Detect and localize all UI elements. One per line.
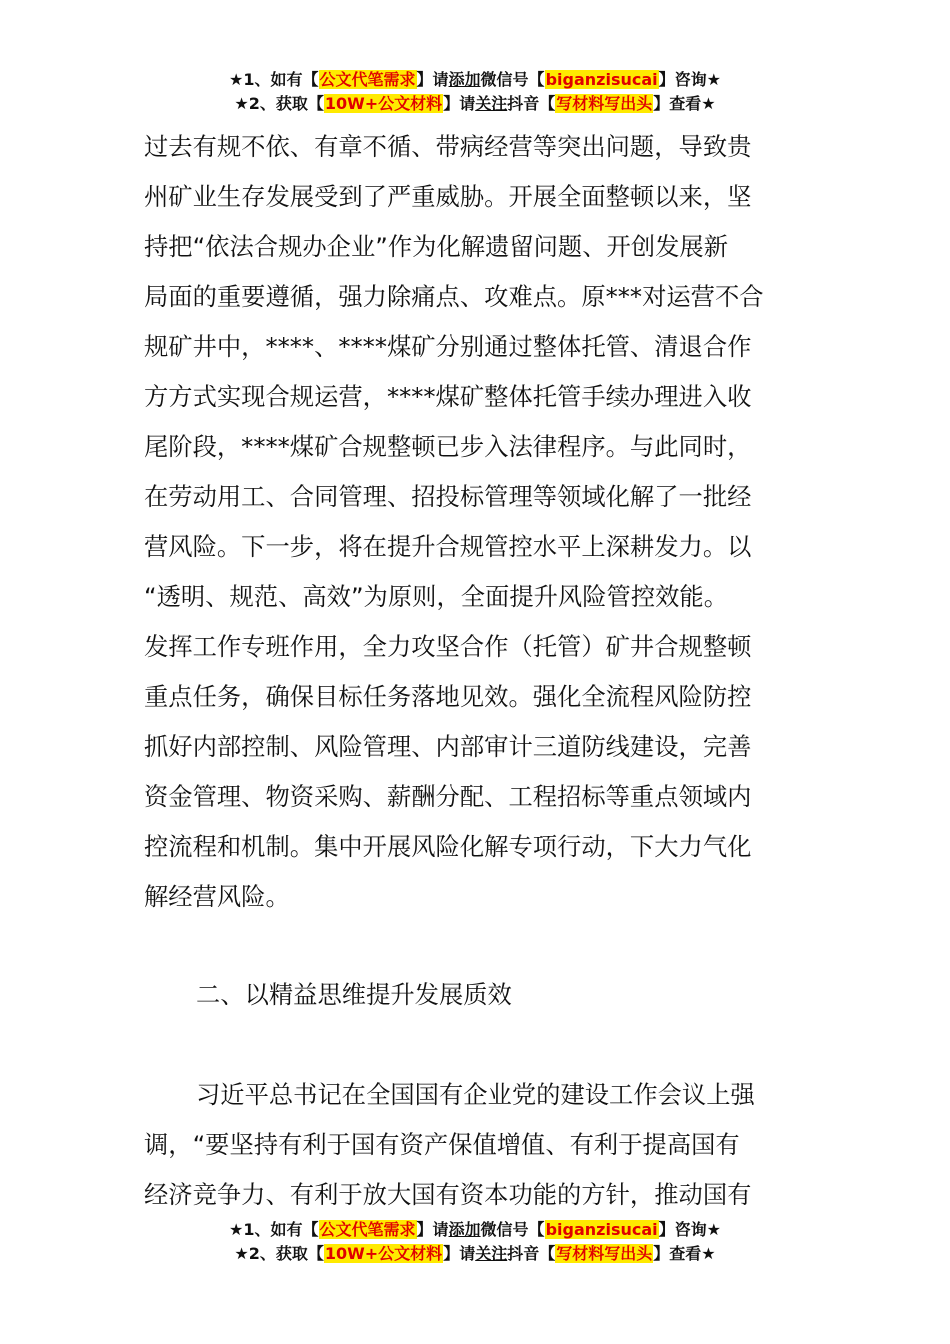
text-line: 抓好内部控制、风险管理、内部审计三道防线建设，完善 xyxy=(144,732,752,761)
highlight-materials: 10W+公文材料 xyxy=(324,94,443,113)
text-line: 尾阶段，****煤矿合规整顿已步入法律程序。与此同时， xyxy=(144,432,752,461)
text-line: 过去有规不依、有章不循、带病经营等突出问题，导致贵 xyxy=(144,132,752,161)
text-line: 经济竞争力、有利于放大国有资本功能的方针，推动国有 xyxy=(144,1180,752,1209)
highlight-materials: 10W+公文材料 xyxy=(324,1244,443,1263)
section-heading xyxy=(144,970,808,1020)
promo-banner-top xyxy=(0,68,950,116)
text-line: 解经营风险。 xyxy=(144,882,290,911)
highlight-douyin: 写材料写出头 xyxy=(556,1244,653,1263)
text-line: 调，“要坚持有利于国有资产保值增值、有利于提高国有 xyxy=(144,1130,740,1159)
text-line: 营风险。下一步，将在提升合规管控水平上深耕发力。以 xyxy=(144,532,752,561)
promo-line-1: ★1、如有【公文代笔需求】请添加微信号【biganzisucai】咨询★ xyxy=(229,70,721,89)
highlight-service: 公文代笔需求 xyxy=(319,1220,416,1239)
text-line: 习近平总书记在全国国有企业党的建设工作会议上强 xyxy=(196,1080,755,1109)
text-line: 重点任务，确保目标任务落地见效。强化全流程风险防控 xyxy=(144,682,752,711)
text-line: “透明、规范、高效”为原则，全面提升风险管控效能。 xyxy=(144,582,729,611)
text-line: 方方式实现合规运营，****煤矿整体托管手续办理进入收 xyxy=(144,382,752,411)
text-line: 发挥工作专班作用，全力攻坚合作（托管）矿井合规整顿 xyxy=(144,632,752,661)
paragraph-lean-thinking xyxy=(144,1070,808,1220)
promo-line-1: ★1、如有【公文代笔需求】请添加微信号【biganzisucai】咨询★ xyxy=(229,1220,721,1239)
highlight-douyin: 写材料写出头 xyxy=(556,94,653,113)
section-heading-text: 二、以精益思维提升发展质效 xyxy=(196,980,512,1009)
promo-line-2: ★2、获取【10W+公文材料】请关注抖音【写材料写出头】查看★ xyxy=(234,1244,716,1263)
text-line: 控流程和机制。集中开展风险化解专项行动，下大力气化 xyxy=(144,832,752,861)
text-line: 规矿井中，****、****煤矿分别通过整体托管、清退合作 xyxy=(144,332,752,361)
text-line: 局面的重要遵循，强力除痛点、攻难点。原***对运营不合 xyxy=(144,282,764,311)
highlight-wechat-id: biganzisucai xyxy=(545,1220,658,1239)
text-line: 在劳动用工、合同管理、招投标管理等领域化解了一批经 xyxy=(144,482,752,511)
promo-line-2: ★2、获取【10W+公文材料】请关注抖音【写材料写出头】查看★ xyxy=(234,94,716,113)
text-line: 资金管理、物资采购、薪酬分配、工程招标等重点领域内 xyxy=(144,782,752,811)
text-line: 州矿业生存发展受到了严重威胁。开展全面整顿以来，坚 xyxy=(144,182,752,211)
promo-banner-bottom xyxy=(0,1218,950,1266)
text-line: 持把“依法合规办企业”作为化解遗留问题、开创发展新 xyxy=(144,232,729,261)
highlight-wechat-id: biganzisucai xyxy=(545,70,658,89)
paragraph-compliance xyxy=(144,122,808,922)
highlight-service: 公文代笔需求 xyxy=(319,70,416,89)
